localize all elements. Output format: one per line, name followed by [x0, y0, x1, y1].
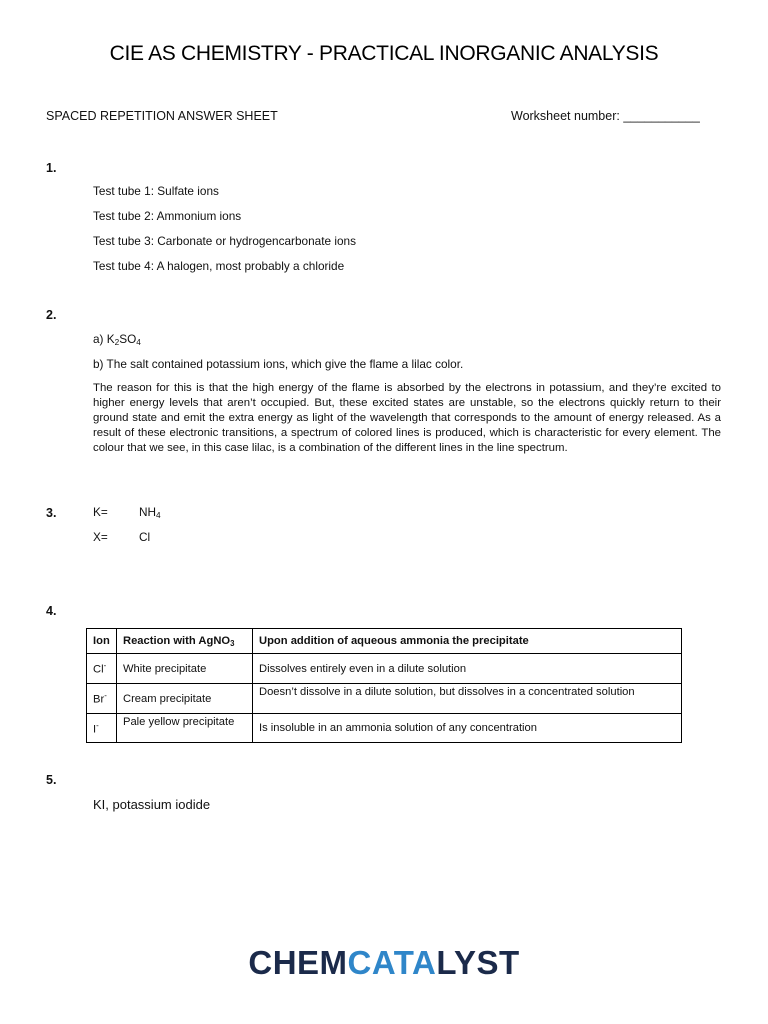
- q1-line-4: Test tube 4: A halogen, most probably a chloride: [93, 259, 345, 273]
- q1-line-2: Test tube 2: Ammonium ions: [93, 209, 242, 223]
- question-4-number: 4.: [46, 604, 57, 618]
- cell-reaction: White precipitate: [117, 654, 253, 684]
- cell-ion: Cl-: [87, 654, 117, 684]
- header-ion: Ion: [87, 629, 117, 654]
- cell-ion: Br-: [87, 684, 117, 714]
- q2-answer-b: b) The salt contained potassium ions, which give the flame a lilac color.: [93, 357, 464, 371]
- cell-ammonia: Doesn’t dissolve in a dilute solution, but dissolves in a concentrated solution: [253, 684, 682, 714]
- question-5-number: 5.: [46, 773, 57, 787]
- header-ammonia: Upon addition of aqueous ammonia the precipitate: [253, 629, 682, 654]
- cell-ammonia: Is insoluble in an ammonia solution of any concentration: [253, 714, 682, 743]
- cell-ammonia: Dissolves entirely even in a dilute solution: [253, 654, 682, 684]
- question-3-number: 3.: [46, 506, 57, 520]
- table-row: [87, 654, 682, 684]
- sheet-label: SPACED REPETITION ANSWER SHEET: [46, 109, 278, 123]
- question-2-number: 2.: [46, 308, 57, 322]
- q3-k-value: $NH_4$: [139, 505, 161, 520]
- table-row: [87, 714, 682, 743]
- halide-ions-table: [86, 628, 682, 743]
- q2-explanation: The reason for this is that the high energy of the flame is absorbed by the electrons in potassium, and they’re excited to higher energy levels that aren’t occupied. But, these excited states are unstable, so the electrons quickly return to their ground state and emit the extra energy as light of the wavelength that corresponds to the amount of energy released. As a result of these electronic transitions, a spectrum of colored lines is produced, which is characteristic for every element. The colour that we see, in this case lilac, is a combination of the different lines in the line spectrum.: [93, 382, 721, 455]
- q3-x-label: X=: [93, 530, 108, 544]
- q3-k-label: K=: [93, 505, 108, 519]
- q5-answer: KI, potassium iodide: [93, 797, 211, 812]
- cell-reaction: Cream precipitate: [117, 684, 253, 714]
- table-row: [87, 684, 682, 714]
- q3-x-value: Cl: [139, 530, 151, 544]
- q1-line-3: Test tube 3: Carbonate or hydrogencarbonate ions: [93, 234, 356, 248]
- cell-reaction: Pale yellow precipitate: [117, 714, 253, 743]
- worksheet-number-label: Worksheet number: ___________: [511, 109, 700, 123]
- page-title: CIE AS CHEMISTRY - PRACTICAL INORGANIC ANALYSIS: [109, 42, 659, 65]
- q2-answer-a: a) $K_2SO_4$: [93, 332, 141, 347]
- table-header-row: [87, 629, 682, 654]
- question-1-number: 1.: [46, 161, 57, 175]
- chemcatalyst-logo: CHEMCATALYST: [248, 944, 520, 981]
- cell-ion: I-: [87, 714, 117, 743]
- q1-line-1: Test tube 1: Sulfate ions: [93, 184, 219, 198]
- header-reaction: Reaction with AgNO$_3$: [117, 629, 253, 654]
